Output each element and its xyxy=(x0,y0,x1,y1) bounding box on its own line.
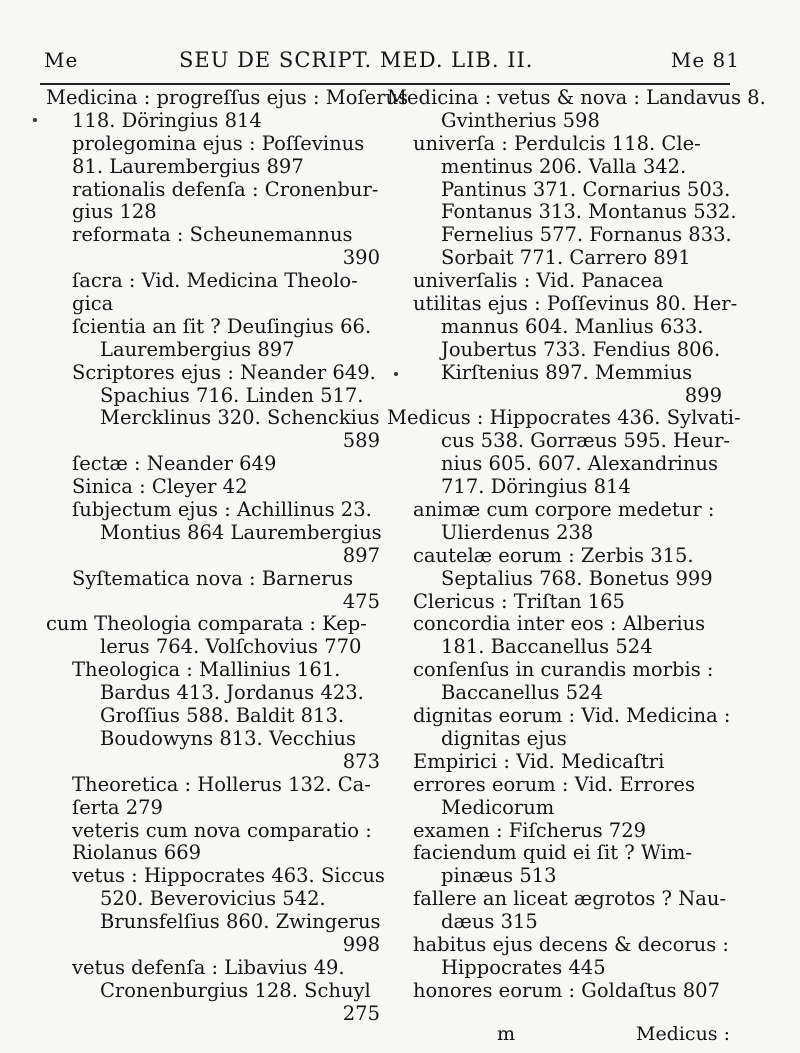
index-entry-line: Medicina : progreſſus ejus : Moſerus xyxy=(46,86,409,109)
right-index-column xyxy=(387,86,766,1003)
header-right-guide-and-page-number: Me 81 xyxy=(670,48,740,72)
catchword: Medicus : xyxy=(635,1023,730,1045)
ink-speck xyxy=(33,118,37,122)
index-entry-line: faciendum quid ei ſit ? Wim- xyxy=(413,841,692,865)
index-entry-line: Scriptores ejus : Neander 649. xyxy=(72,360,376,384)
index-entry-line: ſectæ : Neander 649 xyxy=(72,452,277,476)
index-entry-line: 897 xyxy=(342,543,380,567)
index-entry-line: habitus ejus decens & decorus : xyxy=(413,932,729,956)
index-entry-line: pinæus 513 xyxy=(441,864,557,888)
index-entry-line: gius 128 xyxy=(72,200,157,224)
header-left-guide-word: Me xyxy=(44,48,79,72)
index-entry-line: univerſa : Perdulcis 118. Cle- xyxy=(413,131,701,155)
header-title: SEU DE SCRIPT. MED. LIB. II. xyxy=(179,48,534,72)
index-entry-line: Groſſius 588. Baldit 813. xyxy=(100,704,345,728)
index-entry-line: utilitas ejus : Poſſevinus 80. Her- xyxy=(413,292,738,316)
index-entry-line: Brunsfelſius 860. Zwingerus xyxy=(100,910,381,934)
index-entry-line: 589 xyxy=(342,429,380,453)
header-rule xyxy=(40,83,730,85)
index-entry-line: examen : Fiſcherus 729 xyxy=(413,818,647,842)
index-entry-line: errores eorum : Vid. Errores xyxy=(413,772,695,796)
index-entry-line: Montius 864 Laurembergius xyxy=(100,520,382,544)
index-entry-line: ſacra : Vid. Medicina Theolo- xyxy=(72,269,358,293)
index-entry-line: univerſalis : Vid. Panacea xyxy=(413,269,664,293)
index-entry-line: cautelæ eorum : Zerbis 315. xyxy=(413,543,694,567)
index-entry-line: 520. Beverovicius 542. xyxy=(100,887,326,911)
index-entry-line: Empirici : Vid. Medicaſtri xyxy=(413,749,665,773)
index-entry-line: 390 xyxy=(342,246,380,270)
index-entry-line: cum Theologia comparata : Kep- xyxy=(46,612,367,636)
index-entry-line: Medicina : vetus & nova : Landavus 8. xyxy=(387,86,766,109)
index-entry-line: reformata : Scheunemannus xyxy=(72,223,353,247)
index-entry-line: Septalius 768. Bonetus 999 xyxy=(441,566,713,590)
index-entry-line: Hippocrates 445 xyxy=(441,955,606,979)
index-entry-line: Ulierdenus 238 xyxy=(441,520,594,544)
index-entry-line: prolegomina ejus : Poſſevinus xyxy=(72,131,365,155)
index-entry-line: ſubjectum ejus : Achillinus 23. xyxy=(72,498,372,522)
index-entry-line: Baccanellus 524 xyxy=(441,681,603,705)
index-entry-line: Theologica : Mallinius 161. xyxy=(72,658,341,682)
index-entry-line: 873 xyxy=(342,749,380,773)
index-entry-line: Pantinus 371. Cornarius 503. xyxy=(441,177,731,201)
index-entry-line: 181. Baccanellus 524 xyxy=(441,635,653,659)
index-entry-line: gica xyxy=(72,292,114,316)
index-entry-line: ſerta 279 xyxy=(72,795,163,819)
index-entry-line: Mercklinus 320. Schenckius xyxy=(100,406,380,430)
index-entry-line: Syſtematica nova : Barnerus xyxy=(72,566,354,590)
index-entry-line: Laurembergius 897 xyxy=(100,337,295,361)
ink-speck xyxy=(394,372,398,376)
index-entry-line: dignitas ejus xyxy=(441,726,567,750)
index-entry-line: 275 xyxy=(342,1001,380,1025)
index-entry-line: mannus 604. Manlius 633. xyxy=(441,314,704,338)
index-entry-line: ſcientia an ſit ? Deuſingius 66. xyxy=(72,314,372,338)
index-entry-line: 899 xyxy=(684,383,722,407)
left-index-column xyxy=(46,86,409,1026)
index-entry-line: Fontanus 313. Montanus 532. xyxy=(441,200,737,224)
index-entry-line: Bardus 413. Jordanus 423. xyxy=(100,681,364,705)
index-entry-line: vetus defenſa : Libavius 49. xyxy=(72,955,345,979)
index-entry-line: Spachius 716. Linden 517. xyxy=(100,383,364,407)
index-entry-line: Medicus : Hippocrates 436. Sylvati- xyxy=(387,406,741,430)
index-entry-line: honores eorum : Goldaſtus 807 xyxy=(413,978,720,1002)
index-entry-line: nius 605. 607. Alexandrinus xyxy=(441,452,718,476)
index-entry-line: 475 xyxy=(342,589,380,613)
index-entry-line: dæus 315 xyxy=(441,910,538,934)
index-entry-line: 118. Döringius 814 xyxy=(72,108,262,132)
index-entry-line: Sorbait 771. Carrero 891 xyxy=(441,246,691,270)
signature-mark: m xyxy=(497,1023,516,1045)
index-entry-line: Riolanus 669 xyxy=(72,841,202,865)
index-entry-line: Medicorum xyxy=(441,795,555,819)
index-entry-line: rationalis defenſa : Cronenbur- xyxy=(72,177,379,201)
index-entry-line: veteris cum nova comparatio : xyxy=(72,818,372,842)
index-entry-line: Boudowyns 813. Vecchius xyxy=(100,726,356,750)
index-entry-line: conſenſus in curandis morbis : xyxy=(413,658,714,682)
index-entry-line: Gvintherius 598 xyxy=(441,108,600,132)
index-entry-line: 717. Döringius 814 xyxy=(441,475,631,499)
running-header xyxy=(44,44,740,80)
index-entry-line: animæ cum corpore medetur : xyxy=(413,498,715,522)
index-entry-line: cus 538. Gorræus 595. Heur- xyxy=(441,429,730,453)
index-entry-line: Fernelius 577. Fornanus 833. xyxy=(441,223,732,247)
index-entry-line: vetus : Hippocrates 463. Siccus xyxy=(72,864,385,888)
index-entry-line: Sinica : Cleyer 42 xyxy=(72,475,248,499)
index-entry-line: Cronenburgius 128. Schuyl xyxy=(100,978,371,1002)
index-entry-line: Kirſtenius 897. Memmius xyxy=(441,360,693,384)
index-entry-line: 81. Laurembergius 897 xyxy=(72,154,304,178)
index-entry-line: lerus 764. Volſchovius 770 xyxy=(100,635,362,659)
index-entry-line: Joubertus 733. Fendius 806. xyxy=(441,337,721,361)
index-entry-line: 998 xyxy=(342,932,380,956)
index-entry-line: mentinus 206. Valla 342. xyxy=(441,154,687,178)
index-entry-line: Clericus : Triſtan 165 xyxy=(413,589,625,613)
index-entry-line: dignitas eorum : Vid. Medicina : xyxy=(413,704,731,728)
index-entry-line: Theoretica : Hollerus 132. Ca- xyxy=(72,772,371,796)
index-entry-line: concordia inter eos : Alberius xyxy=(413,612,706,636)
index-entry-line: fallere an liceat ægrotos ? Nau- xyxy=(413,887,727,911)
